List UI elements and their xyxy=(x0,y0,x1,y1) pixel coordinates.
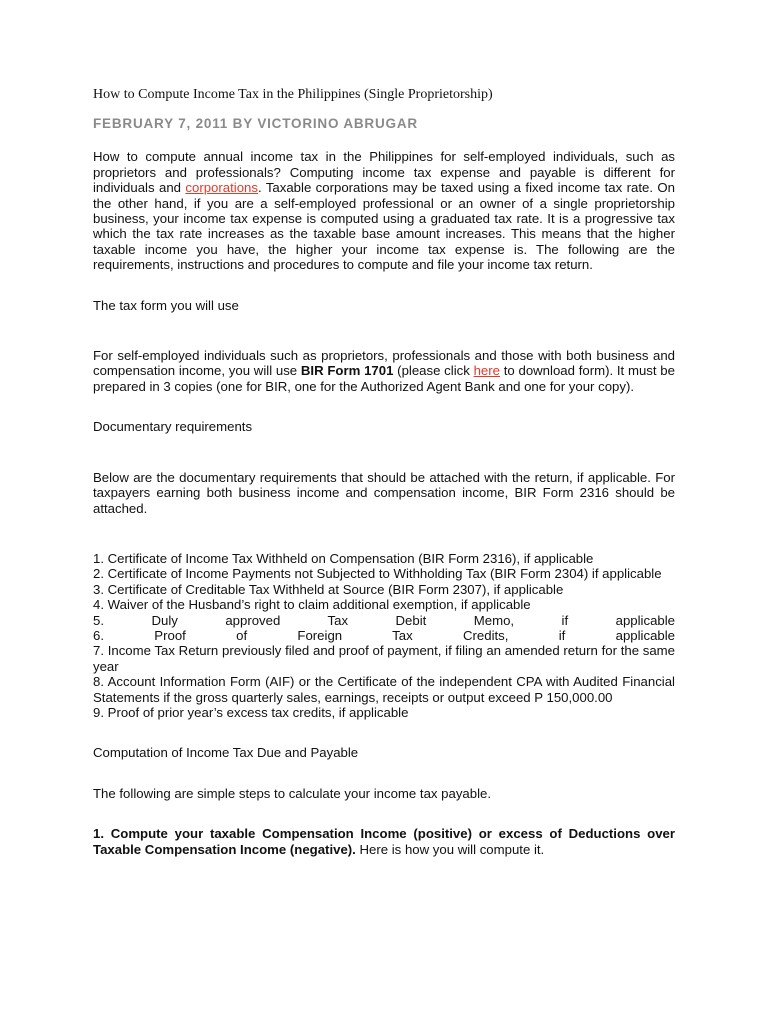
list-item: 7. Income Tax Return previously filed and proof of payment, if filing an amended return for the same year xyxy=(93,643,675,674)
requirements-list xyxy=(93,551,675,720)
tax-form-heading: The tax form you will use xyxy=(93,297,239,313)
list-item: 2. Certificate of Income Payments not Subjected to Withholding Tax (BIR Form 2304) if applicable xyxy=(93,566,662,582)
intro-paragraph xyxy=(93,149,675,272)
list-item: 9. Proof of prior year’s excess tax credits, if applicable xyxy=(93,704,409,720)
tax-form-text-3: to download form). It must be prepared in 3 copies (one for BIR, one for the Authorized Agent Bank and one for your copy). xyxy=(93,363,675,394)
step-1-bold: 1. Compute your taxable Compensation Income (positive) or excess of Deductions over Taxable Compensation Income (negative). xyxy=(93,826,675,857)
article-byline: FEBRUARY 7, 2011 BY VICTORINO ABRUGAR xyxy=(93,116,418,131)
list-item: 5. Duly approved Tax Debit Memo, if applicable xyxy=(93,612,675,628)
documentary-requirements-heading: Documentary requirements xyxy=(93,419,253,435)
step-1-paragraph xyxy=(93,826,675,857)
bir-form-1701: BIR Form 1701 xyxy=(300,363,394,379)
download-form-link[interactable]: here xyxy=(473,363,500,379)
computation-intro: The following are simple steps to calculate your income tax payable. xyxy=(93,785,492,801)
computation-heading: Computation of Income Tax Due and Payable xyxy=(93,745,359,761)
list-item: 6. Proof of Foreign Tax Credits, if applicable xyxy=(93,627,675,643)
list-item: 1. Certificate of Income Tax Withheld on Compensation (BIR Form 2316), if applicable xyxy=(93,550,594,566)
list-item: 4. Waiver of the Husband’s right to claim additional exemption, if applicable xyxy=(93,597,531,613)
step-1-rest: Here is how you will compute it. xyxy=(355,841,545,857)
tax-form-paragraph xyxy=(93,348,675,394)
list-item: 3. Certificate of Creditable Tax Withheld at Source (BIR Form 2307), if applicable xyxy=(93,581,564,597)
list-item: 8. Account Information Form (AIF) or the Certificate of the independent CPA with Audited Financial Statements if the gross quarterly sales, earnings, receipts or output exceed P 150,000.00 xyxy=(93,674,675,705)
tax-form-text-1: For self-employed individuals such as proprietors, professionals and those with both business and compensation income, you will use xyxy=(93,348,675,379)
article-title: How to Compute Income Tax in the Philippines (Single Proprietorship) xyxy=(93,87,493,102)
document-page xyxy=(93,86,675,857)
intro-text-1: How to compute annual income tax in the Philippines for self-employed individuals, such as proprietors and professionals? Computing income tax expense and payable is different for individuals and xyxy=(93,149,675,196)
corporations-link[interactable]: corporations xyxy=(185,180,258,196)
documentary-intro: Below are the documentary requirements that should be attached with the return, if applicable. For taxpayers earning both business income and compensation income, BIR Form 2316 should be attached. xyxy=(93,469,675,516)
intro-text-2: . Taxable corporations may be taxed using a fixed income tax rate. On the other hand, if you are a self-employed professional or an owner of a single proprietorship business, your income tax expense is computed using a graduated tax rate. It is a progressive tax which the tax rate increases as the taxable base amount increases. This means that the higher taxable income you have, the higher your income tax expense is. The following are the requirements, instructions and procedures to compute and file your income tax return. xyxy=(93,180,675,273)
tax-form-text-2: (please click xyxy=(393,363,474,379)
